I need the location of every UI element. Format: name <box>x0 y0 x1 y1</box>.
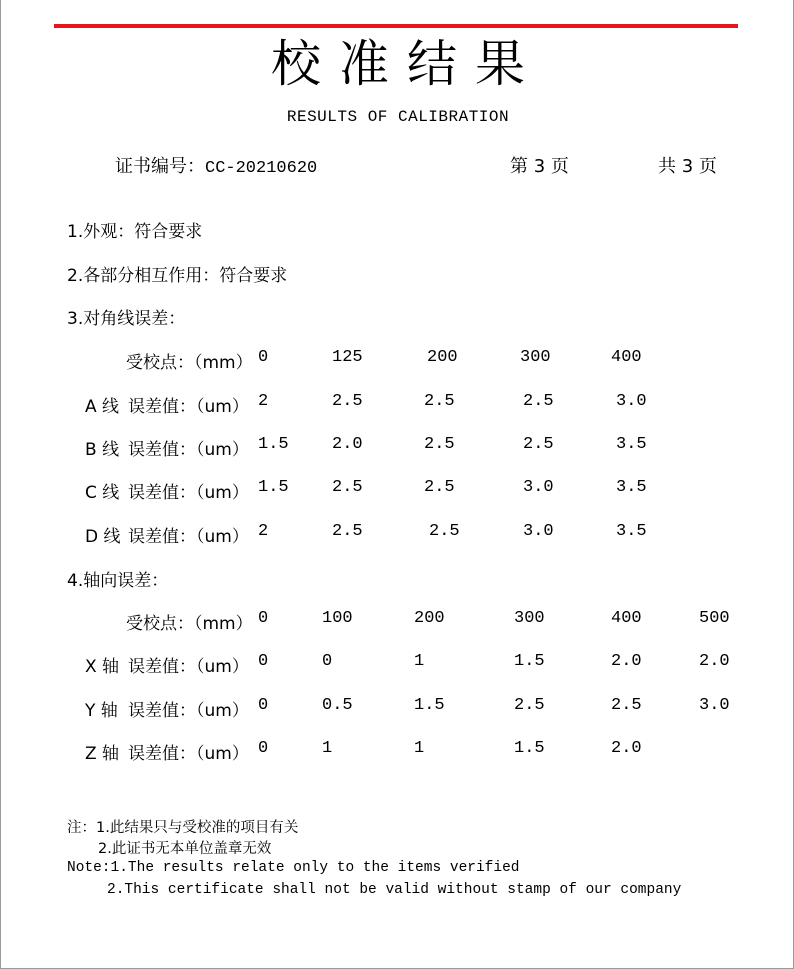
diagonal-value: 3.5 <box>616 435 647 454</box>
diagonal-row-line: B 线 <box>85 440 120 460</box>
diagonal-value: 3.5 <box>616 522 647 541</box>
diagonal-value: 2.5 <box>424 435 455 454</box>
item-interaction: 2.各部分相互作用：符合要求 <box>67 266 288 286</box>
axial-point: 300 <box>514 609 545 628</box>
diagonal-point: 0 <box>258 348 269 367</box>
axial-value: 2.0 <box>699 652 730 671</box>
diagonal-point: 200 <box>427 348 458 367</box>
axial-point: 100 <box>322 609 353 628</box>
diagonal-value: 2.5 <box>424 392 455 411</box>
axial-value: 2.5 <box>514 696 545 715</box>
certificate-number-value: CC-20210620 <box>205 159 318 178</box>
axial-value: 1.5 <box>514 652 545 671</box>
axial-row-label: 误差值：（um） <box>128 701 249 721</box>
certificate-number <box>115 152 317 178</box>
diagonal-value: 2 <box>258 392 269 411</box>
axial-value: 1.5 <box>514 739 545 758</box>
diagonal-value: 2.5 <box>332 522 363 541</box>
axial-row-axis: X 轴 <box>85 657 120 677</box>
item-appearance: 1.外观：符合要求 <box>67 222 203 242</box>
axial-value: 0 <box>322 652 333 671</box>
axial-value: 2.0 <box>611 739 642 758</box>
diagonal-value: 1.5 <box>258 478 289 497</box>
diagonal-row-line: D 线 <box>85 527 121 547</box>
axial-value: 1 <box>414 652 425 671</box>
axial-value: 2.0 <box>611 652 642 671</box>
diagonal-value: 1.5 <box>258 435 289 454</box>
axial-header-label: 受校点：（mm） <box>126 614 253 634</box>
axial-value: 1 <box>414 739 425 758</box>
axial-value: 3.0 <box>699 696 730 715</box>
diagonal-row-label: 误差值：（um） <box>128 527 249 547</box>
page-total: 共 3 页 <box>658 156 717 177</box>
note-en-2: 2.This certificate shall not be valid without stamp of our company <box>107 882 682 898</box>
diagonal-row-label: 误差值：（um） <box>128 483 249 503</box>
diagonal-point: 300 <box>520 348 551 367</box>
diagonal-value: 2.5 <box>523 435 554 454</box>
axial-value: 1 <box>322 739 333 758</box>
axial-row-axis: Y 轴 <box>85 701 118 721</box>
diagonal-row-line: A 线 <box>85 397 120 417</box>
title-english: RESULTS OF CALIBRATION <box>286 108 510 126</box>
certificate-number-label: 证书编号： <box>115 156 205 177</box>
diagonal-header-label: 受校点：（mm） <box>126 353 253 373</box>
diagonal-value: 3.0 <box>616 392 647 411</box>
axial-row-label: 误差值：（um） <box>128 744 249 764</box>
title-chinese: 校准结果 <box>271 35 543 93</box>
diagonal-value: 3.5 <box>616 478 647 497</box>
axial-point: 400 <box>611 609 642 628</box>
diagonal-value: 2.5 <box>523 392 554 411</box>
diagonal-value: 3.0 <box>523 478 554 497</box>
axial-value: 1.5 <box>414 696 445 715</box>
note-cn-1: 注：1.此结果只与受校准的项目有关 <box>67 820 299 836</box>
diagonal-row-label: 误差值：（um） <box>128 440 249 460</box>
diagonal-value: 2.0 <box>332 435 363 454</box>
axial-value: 2.5 <box>611 696 642 715</box>
item-axial-title: 4.轴向误差： <box>67 571 169 591</box>
diagonal-row-line: C 线 <box>85 483 120 503</box>
diagonal-point: 125 <box>332 348 363 367</box>
axial-row-axis: Z 轴 <box>85 744 120 764</box>
axial-point: 500 <box>699 609 730 628</box>
axial-value: 0 <box>258 652 269 671</box>
diagonal-value: 2 <box>258 522 269 541</box>
axial-point: 0 <box>258 609 269 628</box>
axial-value: 0 <box>258 696 269 715</box>
diagonal-value: 2.5 <box>332 392 363 411</box>
diagonal-value: 2.5 <box>332 478 363 497</box>
axial-value: 0.5 <box>322 696 353 715</box>
axial-row-label: 误差值：（um） <box>128 657 249 677</box>
diagonal-value: 3.0 <box>523 522 554 541</box>
diagonal-value: 2.5 <box>429 522 460 541</box>
axial-point: 200 <box>414 609 445 628</box>
item-diagonal-title: 3.对角线误差： <box>67 309 186 329</box>
page-current: 第 3 页 <box>510 156 569 177</box>
diagonal-row-label: 误差值：（um） <box>128 397 249 417</box>
diagonal-value: 2.5 <box>424 478 455 497</box>
axial-value: 0 <box>258 739 269 758</box>
note-en-1: Note:1.The results relate only to the items verified <box>67 860 520 876</box>
diagonal-point: 400 <box>611 348 642 367</box>
header-red-rule <box>54 24 738 28</box>
note-cn-2: 2.此证书无本单位盖章无效 <box>98 841 272 857</box>
